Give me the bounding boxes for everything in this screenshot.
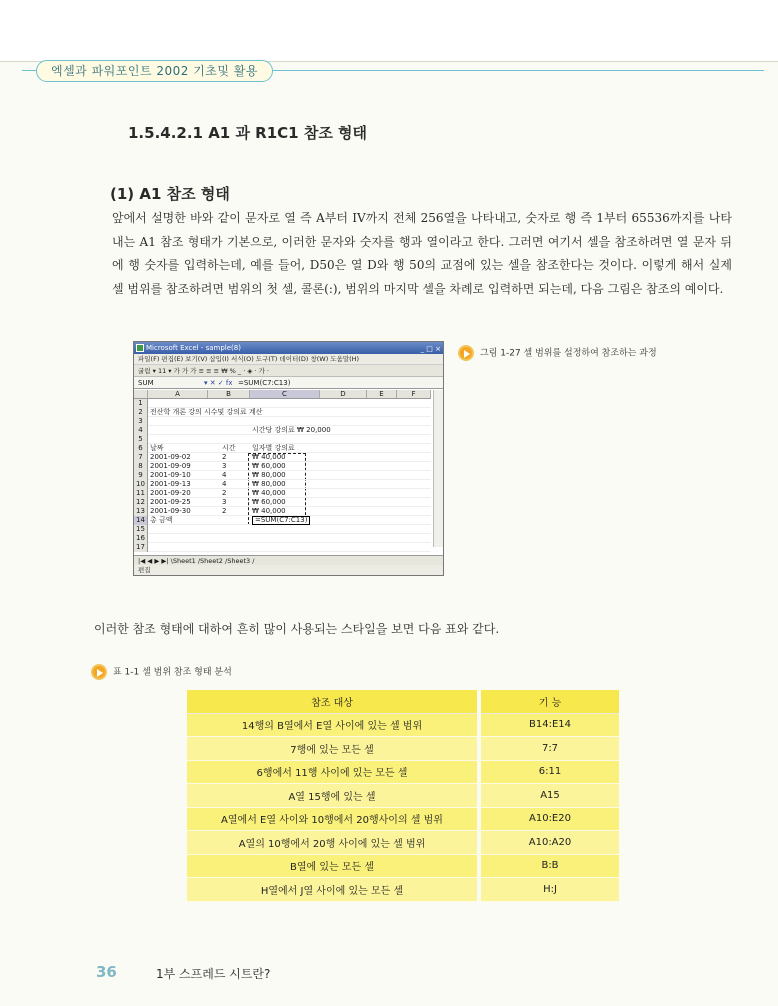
table-cell: H:J bbox=[479, 878, 619, 902]
excel-window-title: Microsoft Excel - sample(8) bbox=[146, 344, 241, 352]
table-cell: A열 15행에 있는 셀 bbox=[187, 784, 479, 808]
table-cell: A10:E20 bbox=[479, 807, 619, 831]
table-cell: 14행의 B열에서 E열 사이에 있는 셀 범위 bbox=[187, 713, 479, 737]
sheet-row bbox=[134, 453, 431, 462]
part-title: 1부 스프레드 시트란? bbox=[156, 967, 271, 981]
sheet-cell: ₩ 40,000 bbox=[252, 453, 286, 461]
sheet-cell: 2001-09-10 bbox=[150, 471, 191, 479]
sheet-cell: ₩ 40,000 bbox=[252, 489, 286, 497]
row-number: 7 bbox=[134, 453, 148, 462]
formula-marks-icon: ▾ ✕ ✓ fx bbox=[204, 379, 233, 387]
top-margin bbox=[0, 0, 778, 62]
sheet-cell: 2001-09-13 bbox=[150, 480, 191, 488]
table-cell: 6행에서 11행 사이에 있는 모든 셀 bbox=[187, 760, 479, 784]
table-cell: B14:E14 bbox=[479, 713, 619, 737]
table-row bbox=[187, 760, 619, 784]
sheet-cell: 시간 bbox=[222, 444, 236, 452]
excel-toolbar: 굴림 ▾ 11 ▾ 가 가 가 ≡ ≡ ≡ ₩ % _ · ◈ · 가 · bbox=[134, 365, 443, 377]
col-header: A bbox=[148, 390, 208, 399]
sheet-row bbox=[134, 525, 431, 534]
sheet-row bbox=[134, 399, 431, 408]
row-number: 14 bbox=[134, 516, 148, 525]
body-paragraph-2: 이러한 참조 형태에 대하여 흔히 많이 사용되는 스타일을 보면 다음 표와 같다. bbox=[94, 622, 500, 636]
col-header: E bbox=[367, 390, 397, 399]
table-cell: B:B bbox=[479, 854, 619, 878]
row-number: 9 bbox=[134, 471, 148, 480]
sheet-cell: 2001-09-09 bbox=[150, 462, 191, 470]
row-number: 3 bbox=[134, 417, 148, 426]
sheet-cell: ₩ 60,000 bbox=[252, 498, 286, 506]
sheet-cell: ₩ 80,000 bbox=[252, 480, 286, 488]
table-header: 참조 대상 bbox=[187, 690, 479, 713]
row-number: 5 bbox=[134, 435, 148, 444]
reference-table bbox=[187, 690, 619, 902]
subsection-title: (1) A1 참조 형태 bbox=[110, 185, 230, 203]
sheet-row bbox=[134, 462, 431, 471]
row-number: 15 bbox=[134, 525, 148, 534]
table-cell: B열에 있는 모든 셀 bbox=[187, 854, 479, 878]
sheet-row bbox=[134, 471, 431, 480]
sheet-cell: 2001-09-02 bbox=[150, 453, 191, 461]
sheet-cell: 전산학 개론 강의 시수및 강의료 계산 bbox=[150, 408, 263, 416]
row-number: 8 bbox=[134, 462, 148, 471]
table-cell: 6:11 bbox=[479, 760, 619, 784]
sheet-cell: 3 bbox=[222, 462, 227, 470]
sheet-tabs: |◀ ◀ ▶ ▶| \Sheet1 /Sheet2 /Sheet3 / bbox=[134, 555, 443, 565]
table-caption-text: 표 1-1 셀 범위 참조 형태 분석 bbox=[113, 667, 232, 678]
name-box: SUM bbox=[138, 379, 154, 387]
sheet-cell: 2 bbox=[222, 453, 227, 461]
sheet-row bbox=[134, 480, 431, 489]
sheet-cell: 2001-09-25 bbox=[150, 498, 191, 506]
table-caption bbox=[91, 664, 232, 680]
table-header: 기 능 bbox=[479, 690, 619, 713]
table-cell: 7:7 bbox=[479, 737, 619, 761]
sheet-row bbox=[134, 543, 431, 552]
window-controls-icon: _ □ × bbox=[420, 345, 441, 353]
col-header: C bbox=[250, 390, 320, 399]
row-number: 16 bbox=[134, 534, 148, 543]
sheet-row bbox=[134, 435, 431, 444]
table-row bbox=[187, 807, 619, 831]
figure-caption bbox=[458, 345, 657, 361]
sheet-cell: 2 bbox=[222, 507, 227, 515]
sheet-row bbox=[134, 417, 431, 426]
row-number: 17 bbox=[134, 543, 148, 552]
table-row bbox=[187, 854, 619, 878]
table-cell: 7행에 있는 모든 셀 bbox=[187, 737, 479, 761]
sheet-row bbox=[134, 444, 431, 453]
table-cell: A열에서 E열 사이와 10행에서 20행사이의 셀 범위 bbox=[187, 807, 479, 831]
sheet-cell: 3 bbox=[222, 498, 227, 506]
corner-cell bbox=[134, 390, 148, 399]
row-number: 4 bbox=[134, 426, 148, 435]
excel-grid bbox=[134, 390, 443, 565]
row-number: 11 bbox=[134, 489, 148, 498]
section-title: 1.5.4.2.1 A1 과 R1C1 참조 형태 bbox=[128, 124, 368, 142]
table-cell: A15 bbox=[479, 784, 619, 808]
col-header: F bbox=[397, 390, 431, 399]
vertical-scrollbar bbox=[433, 390, 443, 547]
table-cell: A열의 10행에서 20행 사이에 있는 셀 범위 bbox=[187, 831, 479, 855]
sheet-cell: =SUM(C7:C13) bbox=[252, 516, 310, 525]
row-number: 2 bbox=[134, 408, 148, 417]
sheet-cell: 시간당 강의료 ₩ 20,000 bbox=[252, 426, 331, 434]
sheet-row bbox=[134, 516, 431, 525]
sheet-row bbox=[134, 507, 431, 516]
formula-text: =SUM(C7:C13) bbox=[238, 379, 291, 387]
orange-arrow-icon bbox=[91, 664, 107, 680]
status-bar: 편집 bbox=[134, 565, 443, 575]
sheet-cell: ₩ 60,000 bbox=[252, 462, 286, 470]
table-row bbox=[187, 831, 619, 855]
row-number: 10 bbox=[134, 480, 148, 489]
sheet-cell: 일자별 강의료 bbox=[252, 444, 295, 452]
sheet-cell: 2001-09-30 bbox=[150, 507, 191, 515]
row-number: 1 bbox=[134, 399, 148, 408]
sheet-row bbox=[134, 534, 431, 543]
excel-app-icon bbox=[136, 344, 144, 352]
row-number: 13 bbox=[134, 507, 148, 516]
excel-title-bar bbox=[134, 342, 443, 354]
sheet-row bbox=[134, 408, 431, 417]
sheet-cell: ₩ 80,000 bbox=[252, 471, 286, 479]
orange-arrow-icon bbox=[458, 345, 474, 361]
excel-menu-bar: 파일(F) 편집(E) 보기(V) 삽입(I) 서식(O) 도구(T) 데이터(D) 창(W) 도움말(H) bbox=[134, 354, 443, 365]
sheet-row bbox=[134, 489, 431, 498]
sheet-cell: 날짜 bbox=[150, 444, 164, 452]
col-header: B bbox=[208, 390, 250, 399]
body-paragraph: 앞에서 설명한 바와 같이 문자로 열 즉 A부터 IV까지 전체 256열을 나타내고, 숫자로 행 즉 1부터 65536까지를 나타내는 A1 참조 형태가 기본으로, 이러한 문자와 숫자를 행과 열이라고 한다. 그러면 여기서 셀을 참조하려면 열 문자 뒤에 행 숫자를 입력하는데, 예를 들어, D50은 열 D와 행 50의 교점에 있는 셀을 참조한다는 것이다. 이렇게 해서 실제 셀 범위를 참조하려면 범위의 첫 셀, 콜론(:), 범위의 마지막 셀을 차례로 입력하면 되는데, 다음 그림은 참조의 예이다. bbox=[112, 211, 732, 296]
excel-formula-bar bbox=[134, 377, 443, 389]
col-header: D bbox=[320, 390, 367, 399]
table-cell: A10:A20 bbox=[479, 831, 619, 855]
table-row bbox=[187, 784, 619, 808]
table-cell: H열에서 J열 사이에 있는 모든 셀 bbox=[187, 878, 479, 902]
sheet-cell: 총 금액 bbox=[150, 516, 173, 524]
sheet-row bbox=[134, 426, 431, 435]
sheet-cell: 4 bbox=[222, 471, 227, 479]
sheet-row bbox=[134, 498, 431, 507]
sheet-cell: 4 bbox=[222, 480, 227, 488]
excel-screenshot bbox=[133, 341, 444, 576]
sheet-cell: 2 bbox=[222, 489, 227, 497]
row-number: 6 bbox=[134, 444, 148, 453]
table-row bbox=[187, 878, 619, 902]
figure-caption-text: 그림 1-27 셀 범위를 설정하여 참조하는 과정 bbox=[480, 348, 657, 359]
row-number: 12 bbox=[134, 498, 148, 507]
page-number: 36 bbox=[96, 963, 117, 981]
table-row bbox=[187, 737, 619, 761]
sheet-cell: 2001-09-20 bbox=[150, 489, 191, 497]
book-title-tab: 엑셀과 파워포인트 2002 기초및 활용 bbox=[36, 60, 273, 82]
table-row bbox=[187, 713, 619, 737]
sheet-cell: ₩ 40,000 bbox=[252, 507, 286, 515]
